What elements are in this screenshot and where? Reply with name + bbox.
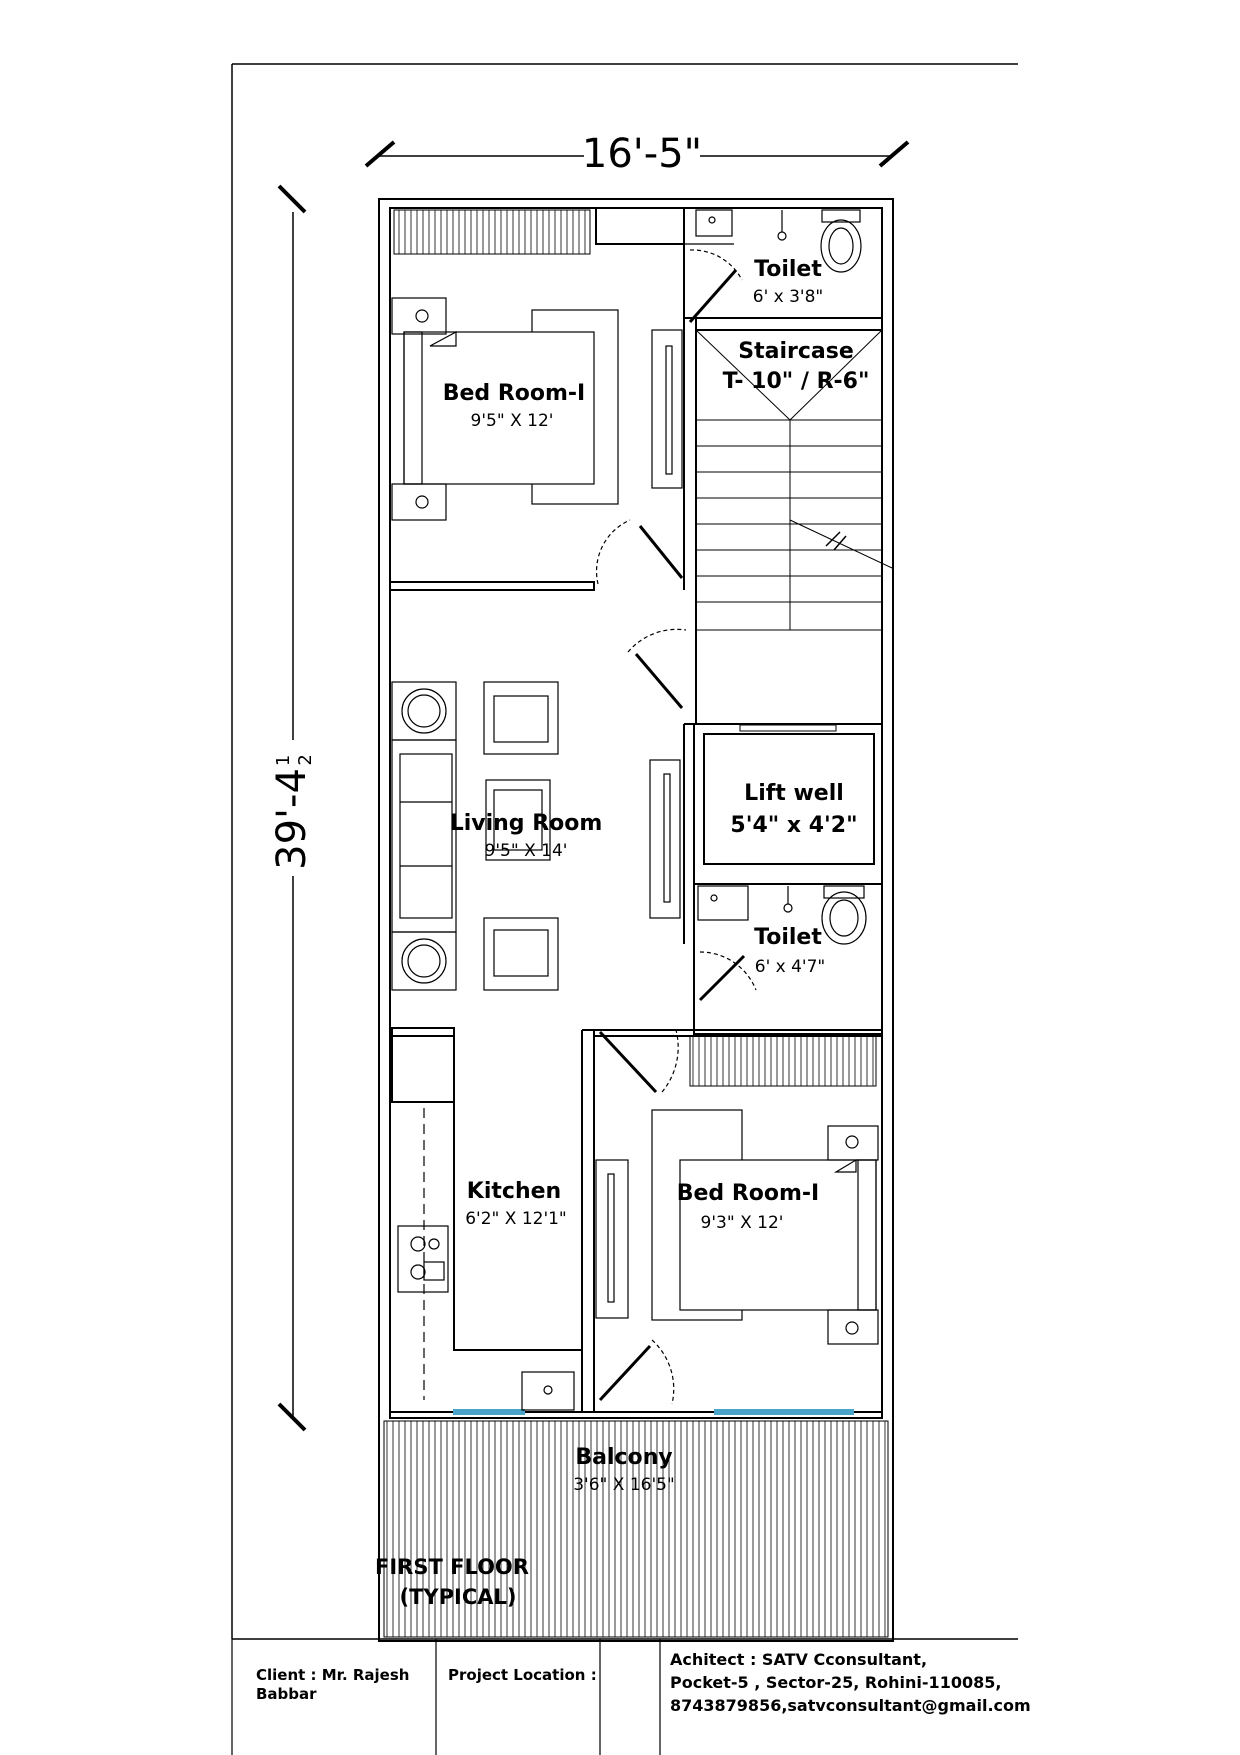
kitchen-size: 6'2" X 12'1" (465, 1209, 567, 1229)
bedroom-top-label: Bed Room-I (442, 381, 586, 406)
sheet-border (232, 64, 1018, 1639)
bedroom-top-size: 9'5" X 12' (470, 411, 554, 431)
storage-shelf-top (394, 210, 590, 254)
wardrobe-living (650, 760, 680, 918)
storage-shelf-mid (690, 1036, 876, 1086)
toilet-mid-size: 6' x 4'7" (754, 957, 826, 977)
lift-label: Lift well (744, 781, 844, 806)
staircase-spec: T- 10" / R-6" (722, 369, 870, 394)
living-label: Living Room (449, 811, 603, 836)
balcony-size: 3'6" X 16'5" (573, 1475, 675, 1495)
bed-top (392, 298, 618, 520)
floor-title-line1: FIRST FLOOR (375, 1555, 529, 1579)
floor-title-line2: (TYPICAL) (399, 1585, 517, 1609)
lift-size: 5'4" x 4'2" (730, 813, 858, 838)
width-dimension-label: 16'-5" (581, 131, 703, 177)
architect-line1: Achitect : SATV Cconsultant, (670, 1650, 928, 1669)
architect-info (670, 1648, 1031, 1717)
wardrobe-bottom (596, 1160, 628, 1318)
project-location-label: Project Location : (448, 1666, 597, 1684)
bedroom-bottom-label: Bed Room-I (676, 1181, 820, 1206)
living-size: 9'5" X 14' (484, 841, 568, 861)
balcony-label: Balcony (575, 1445, 673, 1470)
toilet-top-size: 6' x 3'8" (752, 287, 824, 307)
staircase-label: Staircase (738, 339, 854, 364)
balcony-window-left (453, 1409, 525, 1415)
client-label (256, 1666, 409, 1704)
architect-line3: 8743879856,satvconsultant@gmail.com (670, 1696, 1031, 1715)
toilet-top-label: Toilet (754, 257, 822, 282)
client-line2: Babbar (256, 1685, 317, 1703)
balcony-window-right (714, 1409, 854, 1415)
client-line1: Client : Mr. Rajesh (256, 1666, 410, 1684)
architect-line2: Pocket-5 , Sector-25, Rohini-110085, (670, 1673, 1002, 1692)
bedroom-bottom-size: 9'3" X 12' (700, 1213, 784, 1233)
height-dimension-label: $39'-4^12$ (269, 754, 316, 870)
kitchen-label: Kitchen (466, 1179, 562, 1204)
wardrobe-top (652, 330, 682, 488)
living-furniture (392, 682, 558, 990)
toilet-mid-label: Toilet (754, 925, 822, 950)
lift-door (740, 725, 836, 731)
kitchen-fixtures (398, 1108, 574, 1410)
